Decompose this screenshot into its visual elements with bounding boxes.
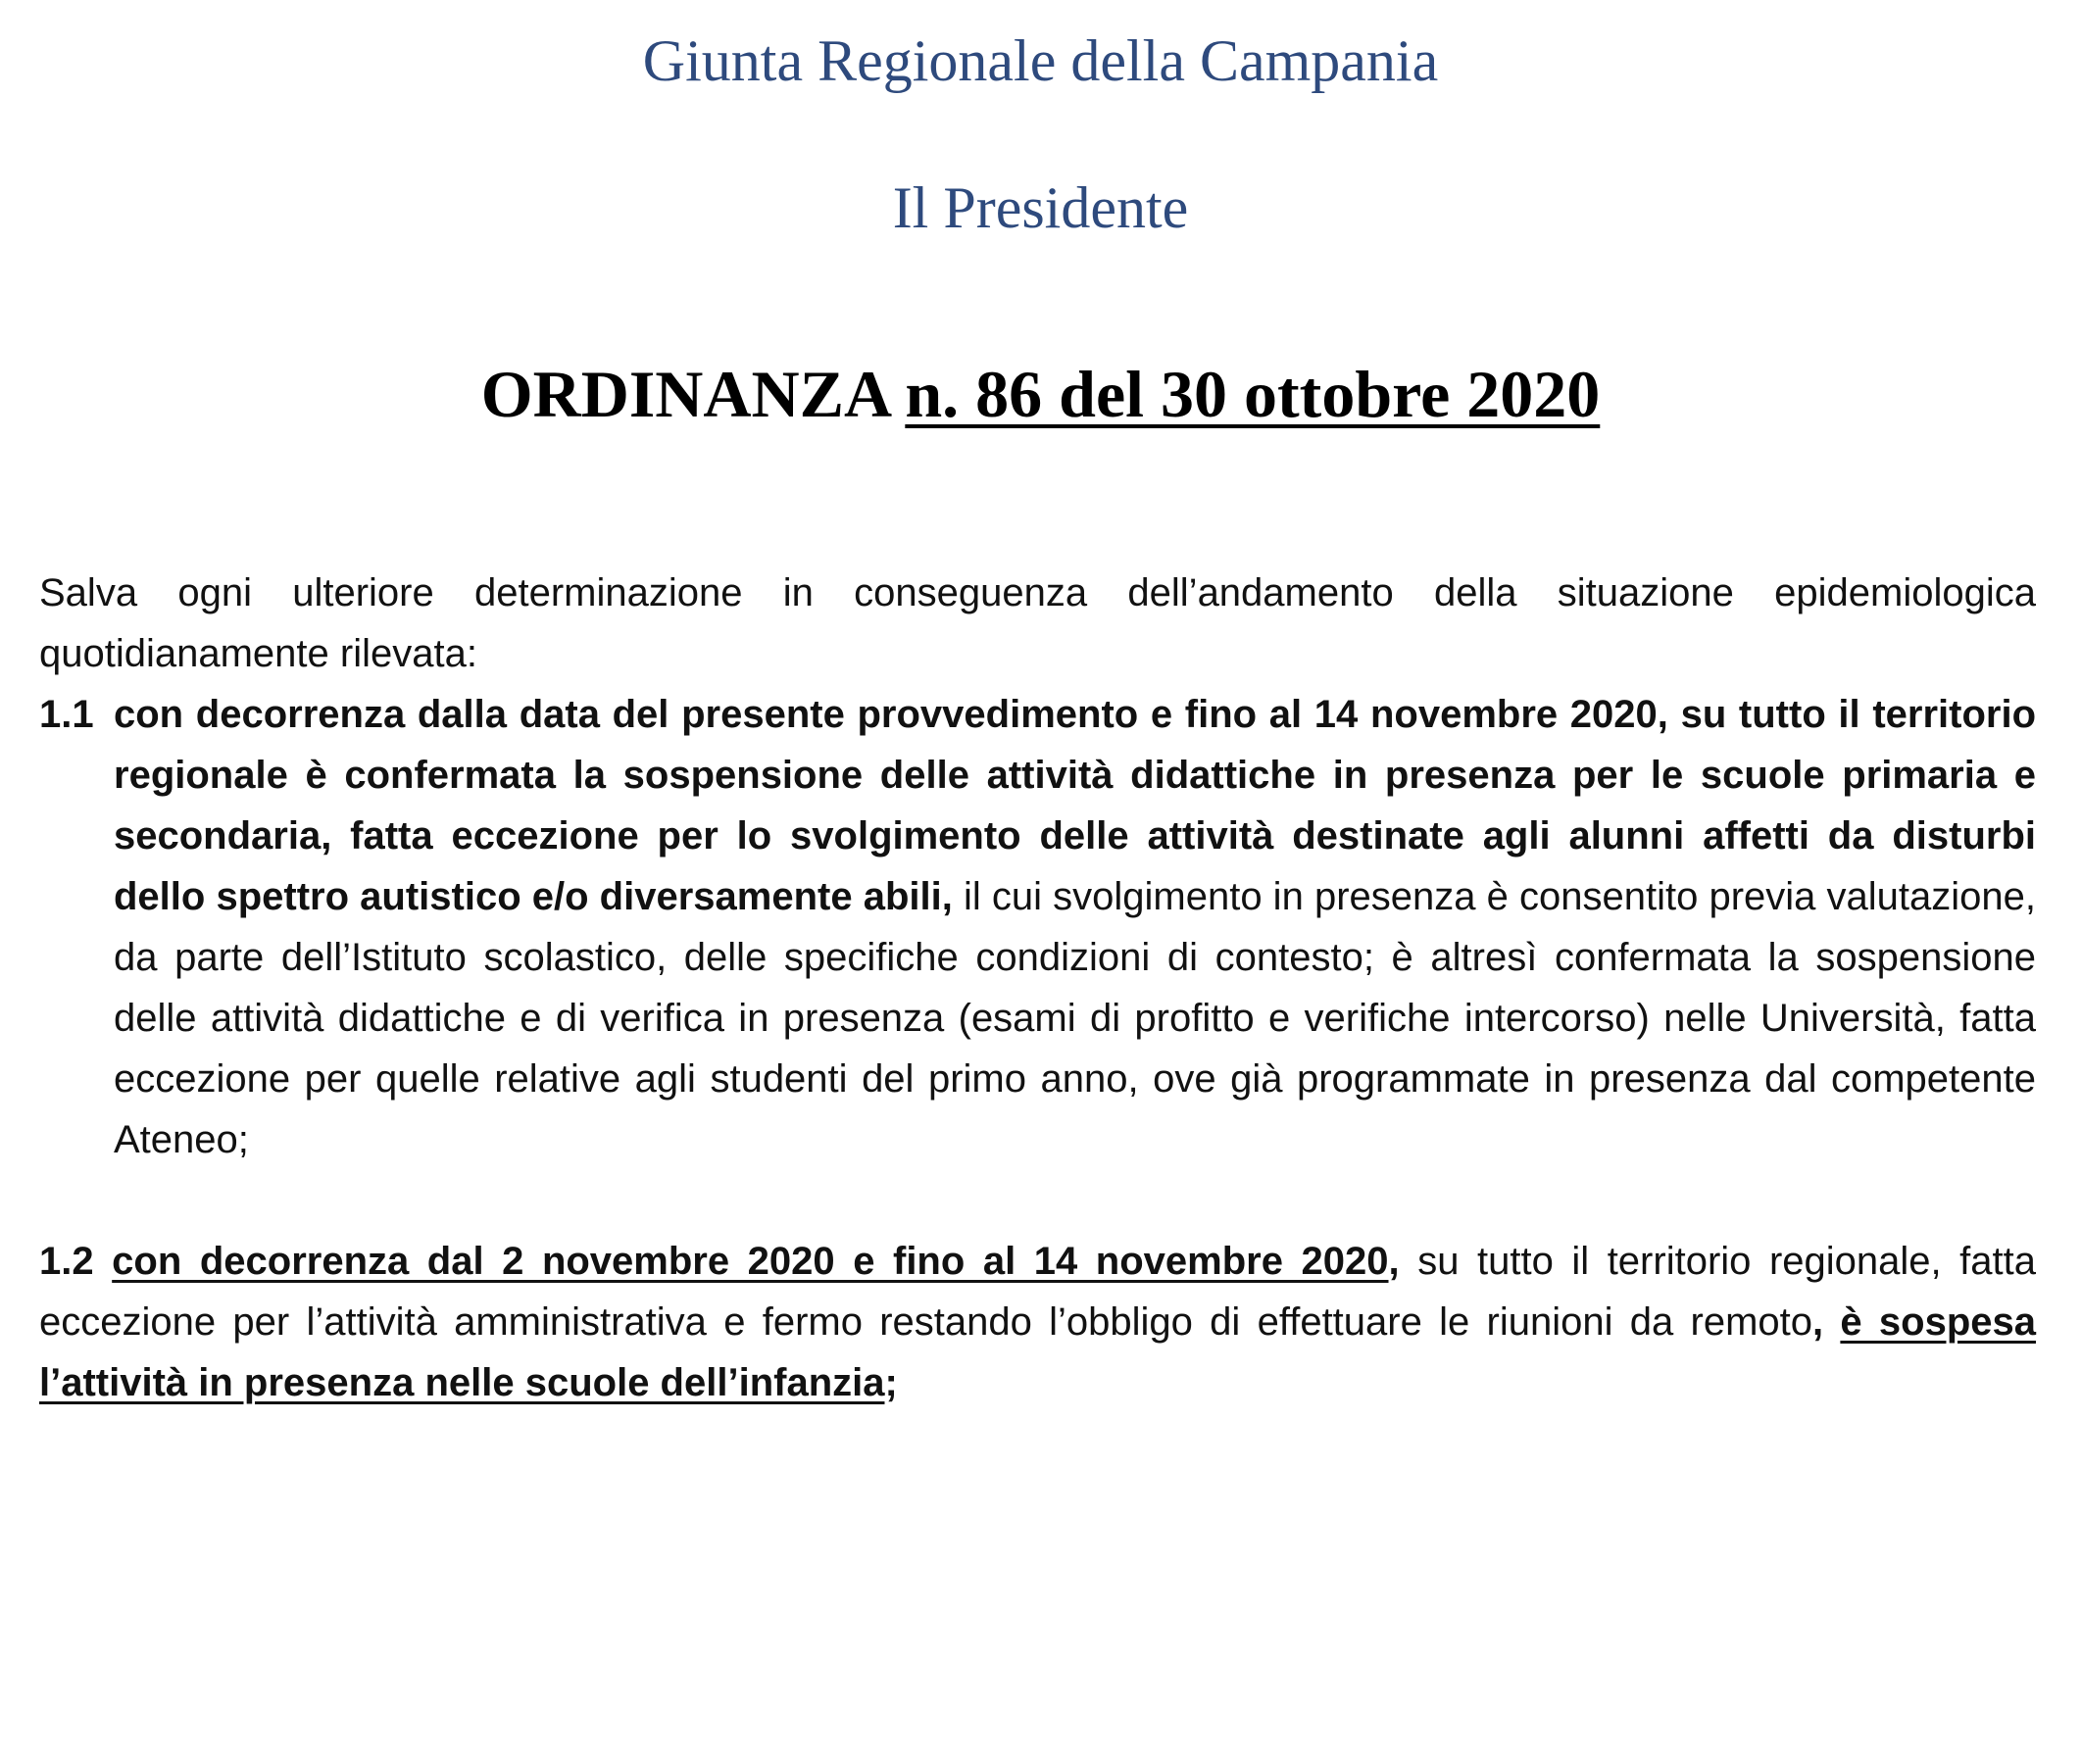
item-1-2-underlined-tail: è sospesa l’attività in presenza nelle scuole dell’infanzia [39,1300,2036,1404]
item-1-2-number: 1.2 [39,1240,94,1283]
item-1-2-comma: , [1388,1240,1400,1283]
item-1-2-normal-text: su tutto il territorio regionale, fatta eccezione per l’attività amministrativa e fermo restando l’obbligo di effettuare le riunioni da remoto [39,1240,2037,1344]
item-1-1 [39,684,2036,1170]
item-1-1-number: 1.1 [39,693,94,736]
ordinance-number-date: n. 86 del 30 ottobre 2020 [905,357,1601,431]
ordinance-title-prefix: ORDINANZA [480,357,889,431]
organization-heading: Giunta Regionale della Campania [642,28,1439,93]
item-1-1-bold-text: con decorrenza dalla data del presente provvedimento e fino al 14 novembre 2020, su tutto il territorio regionale è confermata la sospensione delle attività didattiche in presenza per le scuole primaria e secondaria, fatta eccezione per lo svolgimento delle attività destinate agli alunni affetti da disturbi dello spettro autistico e/o diversamente abili, [114,693,2036,918]
office-heading: Il Presidente [892,175,1189,240]
item-1-2-underlined-lead: con decorrenza dal 2 novembre 2020 e fino al 14 novembre 2020 [112,1240,1389,1283]
item-1-2-semicolon: ; [884,1361,898,1404]
ordinance-title [0,355,2081,433]
item-1-1-normal-text: il cui svolgimento in presenza è consentito previa valutazione, da parte dell’Istituto scolastico, delle specifiche condizioni di contesto; è altresì confermata la sospensione delle attività didattiche e di verifica in presenza (esami di profitto e verifiche intercorso) nelle Università, fatta eccezione per quelle relative agli studenti del primo anno, ove già programmate in presenza dal competente Ateneo; [114,875,2037,1161]
intro-paragraph: Salva ogni ulteriore determinazione in conseguenza dell’andamento della situazione epidemiologica quotidianamente rilevata: [39,571,2036,675]
item-1-2-comma-2: , [1812,1300,1841,1344]
item-1-2 [39,1231,2036,1413]
